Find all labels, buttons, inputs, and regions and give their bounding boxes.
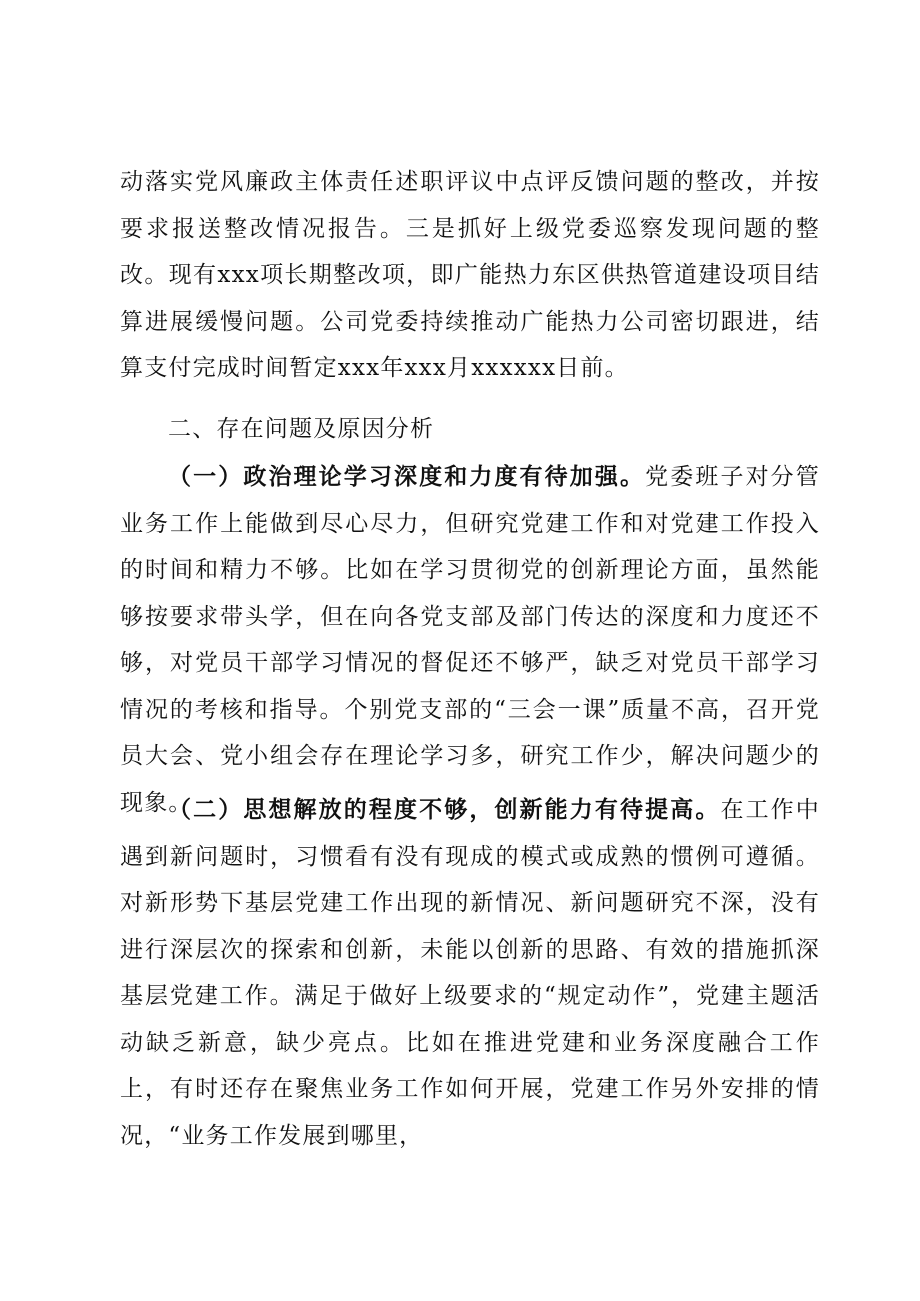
section-heading: 二、存在问题及原因分析 — [168, 416, 435, 442]
problem-item-2-text: 在工作中遇到新问题时，习惯看有没有现成的模式或成熟的惯例可遵循。对新形势下基层党建工作出现的新情况、新问题研究不深，没有进行深层次的探索和创新，未能以创新的思路、有效的措施抓深基层党建工作。满足于做好上级要求的“规定动作”，党建主题活动缺乏新意，缺少亮点。比如在推进党建和业务深度融合工作上，有时还存在聚焦业务工作如何开展，党建工作另外安排的情况，“业务工作发展到哪里， — [120, 797, 820, 1149]
problem-item-1-text: 党委班子对分管业务工作上能做到尽心尽力，但研究党建工作和对党建工作投入的时间和精力不够。比如在学习贯彻党的创新理论方面，虽然能够按要求带头学，但在向各党支部及部门传达的深度和力度还不够，对党员干部学习情况的督促还不够严，缺乏对党员干部学习情况的考核和指导。个别党支部的“三会一课”质量不高，召开党员大会、党小组会存在理论学习多，研究工作少，解决问题少的现象。 — [120, 464, 820, 816]
paragraph-text: 动落实党风廉政主体责任述职评议中点评反馈问题的整改，并按要求报送整改情况报告。三是抓好上级党委巡察发现问题的整改。现有xxx项长期整改项，即广能热力东区供热管道建设项目结算进展缓慢问题。公司党委持续推动广能热力公司密切跟进，结算支付完成时间暂定xxx年xxx月xxxxxx日前。 — [120, 169, 820, 381]
problem-item-2-title: （二）思想解放的程度不够，创新能力有待提高。 — [168, 796, 721, 823]
problem-item-1 — [120, 454, 820, 826]
problem-item-2 — [120, 787, 820, 1159]
paragraph-continuation — [120, 159, 820, 392]
problem-item-1-title: （一）政治理论学习深度和力度有待加强。 — [168, 463, 646, 490]
